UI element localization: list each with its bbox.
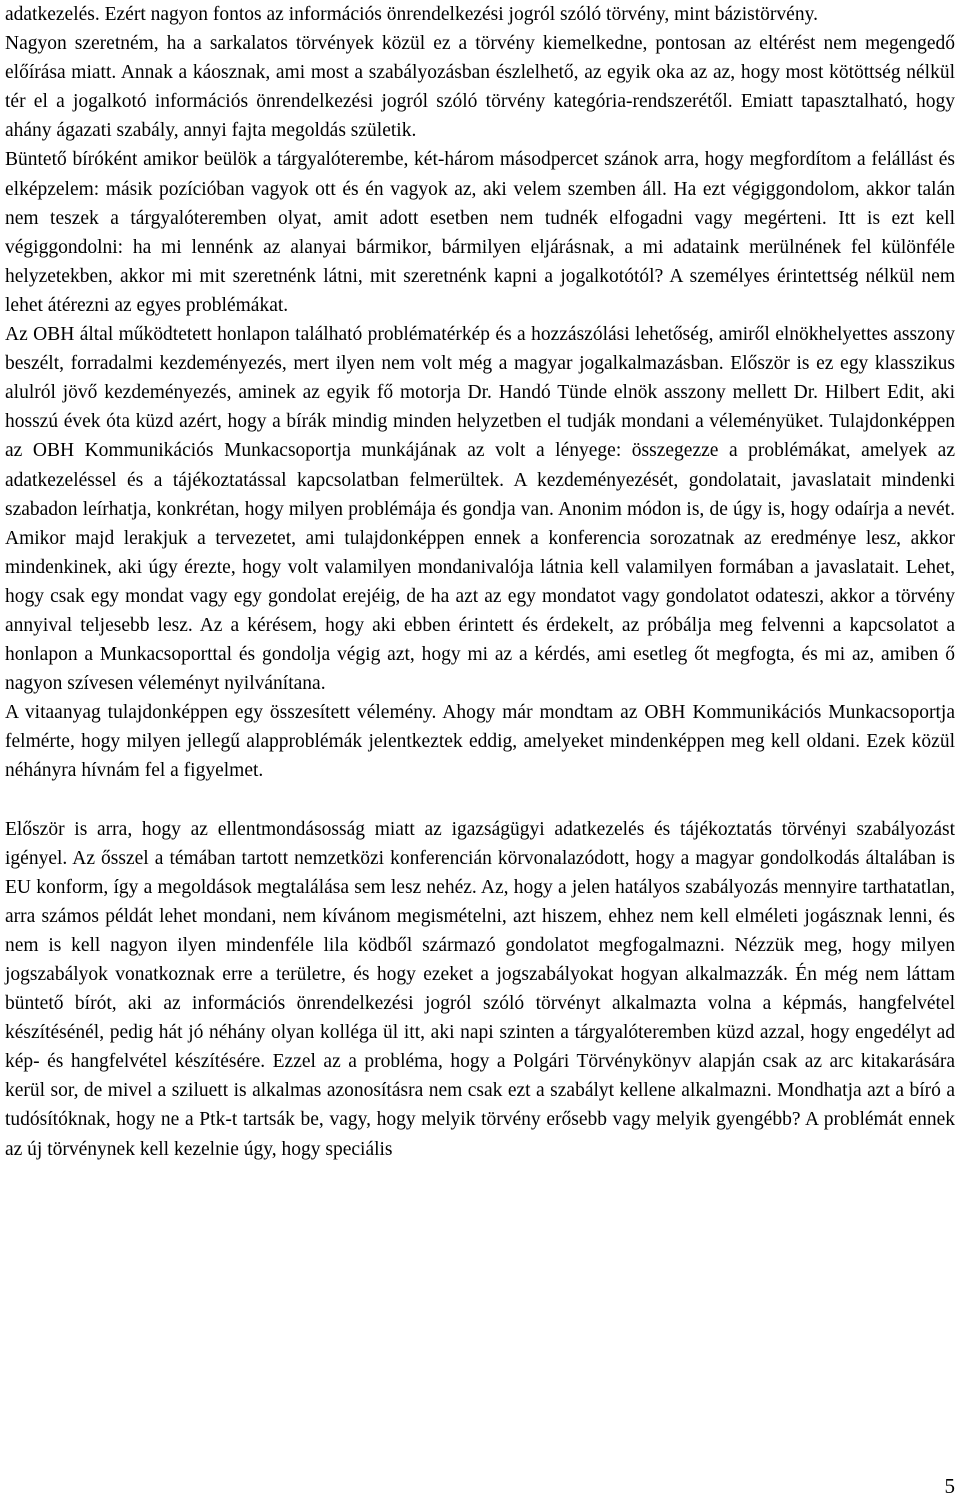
paragraph-1: adatkezelés. Ezért nagyon fontos az információs önrendelkezési jogról szóló törvény, mint bázistörvény.	[5, 4, 818, 25]
paragraph-spacer	[5, 786, 955, 815]
paragraph-5: A vitaanyag tulajdonképpen egy összesített vélemény. Ahogy már mondtam az OBH Kommunikációs Munkacsoportja felmérte, hogy milyen jellegű alapproblémák jelentkeztek eddig, amelyeket mindenképpen meg kell oldani. Ezek közül néhányra hívnám fel a figyelmet.	[5, 702, 955, 782]
paragraph-6: Először is arra, hogy az ellentmondásosság miatt az igazságügyi adatkezelés és tájékoztatás törvényi szabályozást igényel. Az ősszel a témában tartott nemzetközi konferencián körvonalazódott, hogy a magyar gondolkodás általában is EU konform, így a megoldások megtalálása sem lesz nehéz. Az, hogy a jelen hatályos szabályozás mennyire tarthatatlan, arra számos példát lehet mondani, nem kívánom megismételni, azt hiszem, ehhez nem kell elméleti jogásznak lenni, és nem is kell nagyon ilyen mindenféle lila ködből származó gondolatot megfogalmazni. Nézzük meg, hogy milyen jogszabályok vonatkoznak erre a területre, és hogy ezeket a jogszabályokat hogyan alkalmazzák. Én még nem láttam büntető bírót, aki az információs önrendelkezési jogról szóló törvényt alkalmazta volna a képmás, hangfelvétel készítésénél, pedig hát jó néhány olyan kolléga ül itt, aki napi szinten a tárgyalóteremben küzd azzal, hogy engedélyt ad kép- és hangfelvétel készítésére. Ezzel az a probléma, hogy a Polgári Törvénykönyv alapján csak az arc kitakarására kerül sor, de mivel a sziluett is alkalmas azonosításra nem csak ezt a szabályt kellene alkalmazni. Mondhatja azt a bíró a tudósítóknak, hogy ne a Ptk-t tartsák be, vagy, hogy melyik törvény erősebb vagy melyik gyengébb? A problémát ennek az új törvénynek kell kezelnie úgy, hogy speciális	[5, 818, 955, 1160]
paragraph-3: Büntető bíróként amikor beülök a tárgyalóterembe, két-három másodpercet szánok arra, hogy megfordítom a felállást és elképzelem: másik pozícióban vagyok ott és én vagyok az, aki velem szemben áll. Ha ezt végiggondolom, akkor talán nem teszek a tárgyalóteremben olyat, amit adott esetben nem tudnék elfogadni vagy megérteni. Itt is ezt kell végiggondolni: ha mi lennénk az alanyai bármikor, bármilyen eljárásnak, a mi adataink merülnének fel különféle helyzetekben, akkor mi mit szeretnénk látni, mit szeretnénk kapni a jogalkotótól? A személyes érintettség nélkül nem lehet átérezni az egyes problémákat.	[5, 149, 955, 316]
page-number: 5	[944, 1474, 955, 1498]
paragraph-4: Az OBH által működtetett honlapon található problématérkép és a hozzászólási lehetőség, amiről elnökhelyettes asszony beszélt, forradalmi kezdeményezés, mert ilyen nem volt még a magyar jogalkalmazásban. Először is ez egy klasszikus alulról jövő kezdeményezés, aminek az egyik fő motorja Dr. Handó Tünde elnök asszony mellett Dr. Hilbert Edit, aki hosszú évek óta küzd azért, hogy a bírák mindig minden helyzetben el tudják mondani a véleményüket. Tulajdonképpen az OBH Kommunikációs Munkacsoportja munkájának az volt a lényege: összegezze a problémákat, amelyek az adatkezeléssel és a tájékoztatással kapcsolatban felmerültek. A kezdeményezését, gondolatait, javaslatait mindenki szabadon leírhatja, konkrétan, hogy milyen problémája és gondja van. Anonim módon is, de úgy is, hogy odaírja a nevét. Amikor majd lerakjuk a tervezetet, ami tulajdonképpen ennek a konferencia sorozatnak az eredménye lesz, akkor mindenkinek, aki úgy érezte, hogy volt valamilyen mondanivalója látnia kell valamilyen formában a javaslatait. Lehet, hogy csak egy mondat vagy egy gondolat erejéig, de ha azt az egy mondatot vagy gondolatot odateszi, akkor a törvény annyival teljesebb lesz. Az a kérésem, hogy aki ebben érintett és érdekelt, az próbálja meg felvenni a kapcsolatot a honlapon a Munkacsoporttal és gondolja végig azt, hogy mi az a kérdés, ami esetleg őt megfogta, és mi az, amiben ő nagyon szívesen véleményt nyilvánítana.	[5, 324, 955, 695]
paragraph-2: Nagyon szeretném, ha a sarkalatos törvények közül ez a törvény kiemelkedne, pontosan az eltérést nem megengedő előírása miatt. Annak a káosznak, ami most a szabályozásban észlelhető, az egyik oka az az, hogy most kötöttség nélkül tér el a jogalkotó információs önrendelkezési jogról szóló törvény kategória-rendszerétől. Emiatt tapasztalható, hogy ahány ágazati szabály, annyi fajta megoldás születik.	[5, 33, 955, 142]
document-page	[5, 0, 955, 1164]
